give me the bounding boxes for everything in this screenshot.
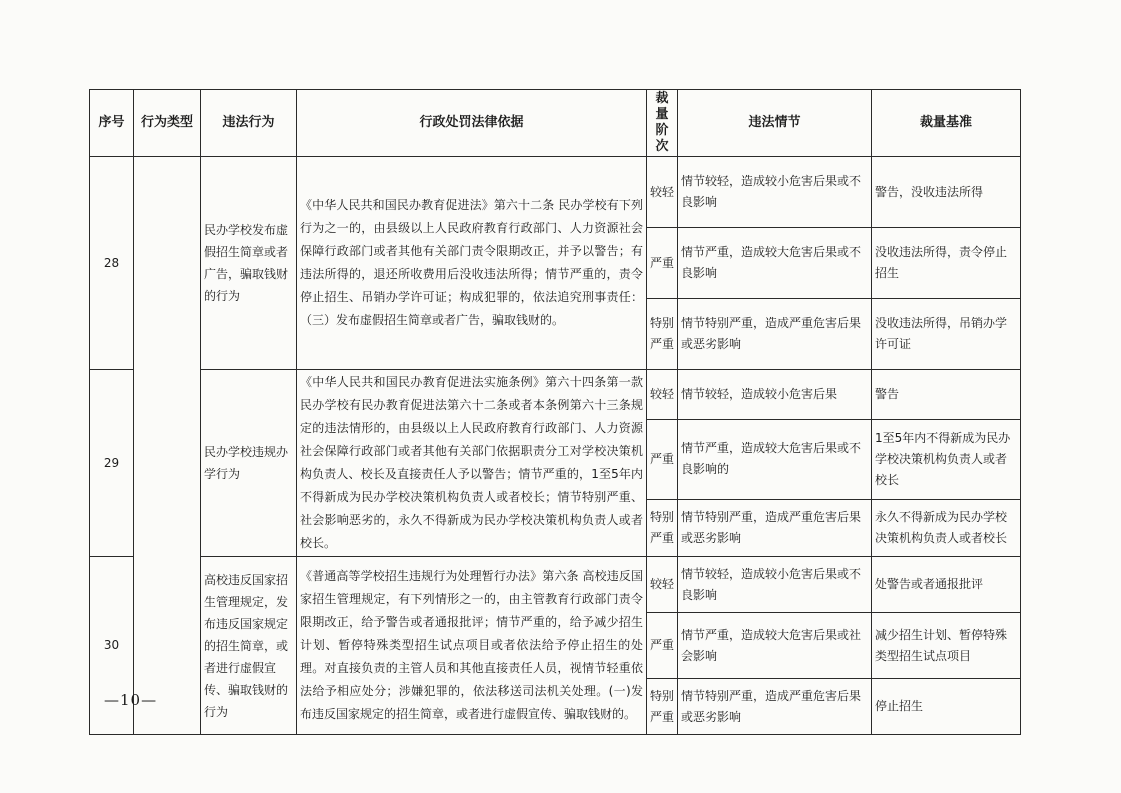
header-no: 序号 — [90, 90, 134, 157]
header-basis: 行政处罚法律依据 — [297, 90, 647, 157]
discretion-level: 严重 — [647, 613, 678, 679]
row-number: 28 — [90, 157, 134, 370]
violation-situation: 情节严重，造成较大危害后果或不良影响的 — [678, 419, 872, 499]
discretion-standard: 警告 — [872, 370, 1021, 420]
violation-situation: 情节较轻，造成较小危害后果或不良影响 — [678, 557, 872, 613]
discretion-level: 较轻 — [647, 557, 678, 613]
header-standard: 裁量基准 — [872, 90, 1021, 157]
violation-situation: 情节严重，造成较大危害后果或社会影响 — [678, 613, 872, 679]
violation-situation: 情节较轻，造成较小危害后果 — [678, 370, 872, 420]
discretion-standard: 减少招生计划、暂停特殊类型招生试点项目 — [872, 613, 1021, 679]
violation-act: 民办学校违规办学行为 — [201, 370, 297, 557]
header-act: 违法行为 — [201, 90, 297, 157]
page-number: —10— — [104, 691, 158, 709]
row-number: 29 — [90, 370, 134, 557]
discretion-level: 严重 — [647, 419, 678, 499]
discretion-level: 特别严重 — [647, 500, 678, 557]
table-row — [90, 370, 1021, 420]
violation-situation: 情节特别严重，造成严重危害后果或恶劣影响 — [678, 299, 872, 370]
discretion-standard: 永久不得新成为民办学校决策机构负责人或者校长 — [872, 500, 1021, 557]
discretion-standard: 1至5年内不得新成为民办学校决策机构负责人或者校长 — [872, 419, 1021, 499]
violation-situation: 情节特别严重，造成严重危害后果或恶劣影响 — [678, 500, 872, 557]
violation-situation: 情节严重，造成较大危害后果或不良影响 — [678, 228, 872, 299]
discretion-level: 特别严重 — [647, 299, 678, 370]
violation-situation: 情节特别严重，造成严重危害后果或恶劣影响 — [678, 679, 872, 735]
discretion-standard: 停止招生 — [872, 679, 1021, 735]
violation-situation: 情节较轻，造成较小危害后果或不良影响 — [678, 157, 872, 228]
discretion-standard: 没收违法所得，吊销办学许可证 — [872, 299, 1021, 370]
violation-act: 高校违反国家招生管理规定，发布违反国家规定的招生简章，或者进行虚假宣传、骗取钱财的行为 — [201, 557, 297, 735]
discretion-standard: 警告，没收违法所得 — [872, 157, 1021, 228]
row-number: 30 — [90, 557, 134, 735]
discretion-level: 较轻 — [647, 157, 678, 228]
legal-basis: 《普通高等学校招生违规行为处理暂行办法》第六条 高校违反国家招生管理规定，有下列情形之一的，由主管教育行政部门责令限期改正，给予警告或者通报批评；情节严重的，给予减少招生计划、暂停特殊类型招生试点项目或者依法给予停止招生的处理。对直接负责的主管人员和其他直接责任人员，视情节轻重依法给予相应处分；涉嫌犯罪的，依法移送司法机关处理。(一)发布违反国家规定的招生简章，或者进行虚假宣传、骗取钱财的。 — [297, 557, 647, 735]
discretion-standard: 处警告或者通报批评 — [872, 557, 1021, 613]
discretion-standard: 没收违法所得，责令停止招生 — [872, 228, 1021, 299]
violation-act: 民办学校发布虚假招生简章或者广告，骗取钱财的行为 — [201, 157, 297, 370]
header-level: 裁量 阶次 — [647, 90, 678, 157]
discretion-level: 特别严重 — [647, 679, 678, 735]
header-type: 行为类型 — [134, 90, 201, 157]
legal-basis: 《中华人民共和国民办教育促进法》第六十二条 民办学校有下列行为之一的，由县级以上人民政府教育行政部门、人力资源社会保障行政部门或者其他有关部门责令限期改正，并予以警告；有违法所得的，退还所收费用后没收违法所得；情节严重的，责令停止招生、吊销办学许可证；构成犯罪的，依法追究刑事责任：（三）发布虚假招生简章或者广告，骗取钱财的。 — [297, 157, 647, 370]
table-row — [90, 157, 1021, 228]
table-row — [90, 557, 1021, 613]
table-header-row — [90, 90, 1021, 157]
penalty-discretion-table — [89, 89, 1021, 735]
header-situation: 违法情节 — [678, 90, 872, 157]
legal-basis: 《中华人民共和国民办教育促进法实施条例》第六十四条第一款 民办学校有民办教育促进法第六十二条或者本条例第六十三条规定的违法情形的，由县级以上人民政府教育行政部门、人力资源社会保障行政部门或者其他有关部门依据职责分工对学校决策机构负责人、校长及直接责任人予以警告；情节严重的，1至5年内不得新成为民办学校决策机构负责人或者校长；情节特别严重、社会影响恶劣的，永久不得新成为民办学校决策机构负责人或者校长。 — [297, 370, 647, 557]
discretion-level: 较轻 — [647, 370, 678, 420]
discretion-level: 严重 — [647, 228, 678, 299]
behavior-type-cell — [134, 157, 201, 735]
